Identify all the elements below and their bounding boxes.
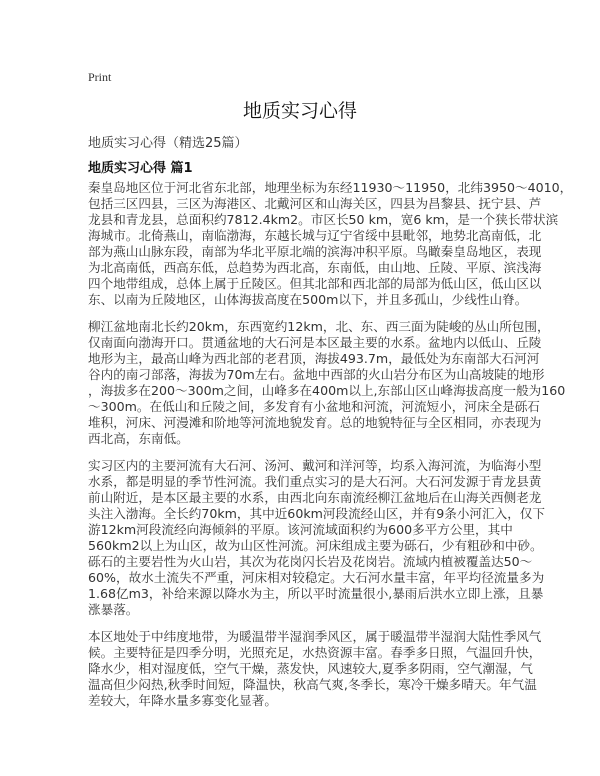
document-title: 地质实习心得 — [242, 100, 357, 122]
paragraph-line: 头注入渤海。全长约70km，其中近60km河段流经山区，并有9条小河汇入，仅下 — [88, 506, 545, 521]
section-heading: 地质实习心得 篇1 — [88, 161, 193, 176]
paragraph-line: 谷内的南刁部落，海拔为70m左右。盆地中西部的火山岩分布区为山高坡陡的地形 — [88, 367, 545, 382]
paragraph-line: 海城市。北倚燕山，南临渤海，东越长城与辽宁省绥中县毗邻，地势北高南低，北 — [88, 228, 542, 243]
paragraph-line: 涨暴落。 — [88, 602, 139, 617]
paragraph-line: 包括三区四县，三区为海港区、北戴河区和山海关区，四县为昌黎县、抚宁县、芦 — [88, 196, 542, 211]
paragraph-line: 候。主要特征是四季分明，光照充足，水热资源丰富。春季多日照，气温回升快， — [88, 645, 542, 660]
paragraph — [88, 319, 588, 447]
paragraph-line: ，海拔多在200～300m之间，山峰多在400m以上,东部山区山峰海拔高度一般为160 — [88, 383, 566, 398]
paragraph-line: 西北高，东南低。 — [88, 431, 189, 446]
paragraph-line: 东、以南为丘陵地区，山体海拔高度在500m以下，并且多孤山，少线性山脊。 — [88, 292, 528, 307]
document-subtitle: 地质实习心得（精选25篇） — [88, 136, 248, 151]
paragraph-line: 560km2以上为山区，故为山区性河流。河床组成主要为砾石，少有粗砂和中砂。 — [88, 538, 543, 553]
paragraph-line: 柳江盆地南北长约20km，东西宽约12km，北、东、西三面为陡峻的丛山所包围， — [88, 319, 550, 334]
paragraph-line: 本区地处于中纬度地带，为暖温带半湿润季风区，属于暖温带半湿润大陆性季风气 — [88, 629, 542, 644]
paragraph-line: 水系，都是明显的季节性河流。我们重点实习的是大石河。大石河发源于青龙县黄 — [88, 474, 542, 489]
paragraph-line: 砾石的主要岩性为火山岩，其次为花岗闪长岩及花岗岩。流域内植被覆盖达50～ — [88, 554, 533, 569]
paragraph-line: 前山附近，是本区最主要的水系，由西北向东南流经柳江盆地后在山海关西侧老龙 — [88, 490, 542, 505]
paragraph-line: 秦皇岛地区位于河北省东北部，地理坐标为东经11930～11950，北纬3950～4010， — [88, 180, 573, 195]
paragraph — [88, 180, 588, 308]
paragraph-line: 游12km河段流经向海倾斜的平原。该河流域面积约为600多平方公里，其中 — [88, 522, 513, 537]
paragraph-line: 部为燕山山脉东段，南部为华北平原北端的滨海冲积平原。鸟瞰秦皇岛地区，表现 — [88, 244, 542, 259]
paragraph-line: 堆积，河床、河漫滩和阶地等河流地貌发育。总的地貌特征与全区相同，亦表现为 — [88, 415, 542, 430]
paragraph-line: 温高但少闷热,秋季时间短，降温快，秋高气爽,冬季长，寒冷干燥多晴天。年气温 — [88, 677, 537, 692]
paragraph-line: 1.68亿m3，补给来源以降水为主，所以平时流量很小,暴雨后洪水立即上涨，且暴 — [88, 586, 544, 601]
paragraph-line: 实习区内的主要河流有大石河、汤河、戴河和洋河等，均系入海河流，为临海小型 — [88, 458, 542, 473]
paragraph-line: 四个地带组成，总体上属于丘陵区。但其北部和西北部的局部为低山区，低山区以 — [88, 276, 542, 291]
paragraph-line: 60%，故水土流失不严重，河床相对较稳定。大石河水量丰富，年平均径流量多为 — [88, 570, 545, 585]
document-body — [88, 180, 588, 720]
paragraph-line: 仅南面向渤海开口。贯通盆地的大石河是本区最主要的水系。盆地内以低山、丘陵 — [88, 335, 542, 350]
paragraph-line: 地形为主，最高山峰为西北部的老君顶，海拔493.7m，最低处为东南部大石河河 — [88, 351, 540, 366]
paragraph-line: 为北高南低，西高东低，总趋势为西北高，东南低，由山地、丘陵、平原、滨浅海 — [88, 260, 542, 275]
paragraph-line: 降水少，相对湿度低，空气干燥，蒸发快，风速较大,夏季多阴雨，空气潮湿，气 — [88, 661, 533, 676]
paragraph-line: 龙县和青龙县，总面积约7812.4km2。市区长50 km，宽6 km，是一个狭长带状滨 — [88, 212, 559, 227]
print-link[interactable]: Print — [88, 70, 112, 84]
paragraph-line: 差较大，年降水量多寡变化显著。 — [88, 693, 277, 708]
paragraph-line: ～300m。在低山和丘陵之间，多发育有小盆地和河流，河流短小，河床全是砾石 — [88, 399, 540, 414]
paragraph — [88, 629, 588, 709]
paragraph — [88, 458, 588, 618]
